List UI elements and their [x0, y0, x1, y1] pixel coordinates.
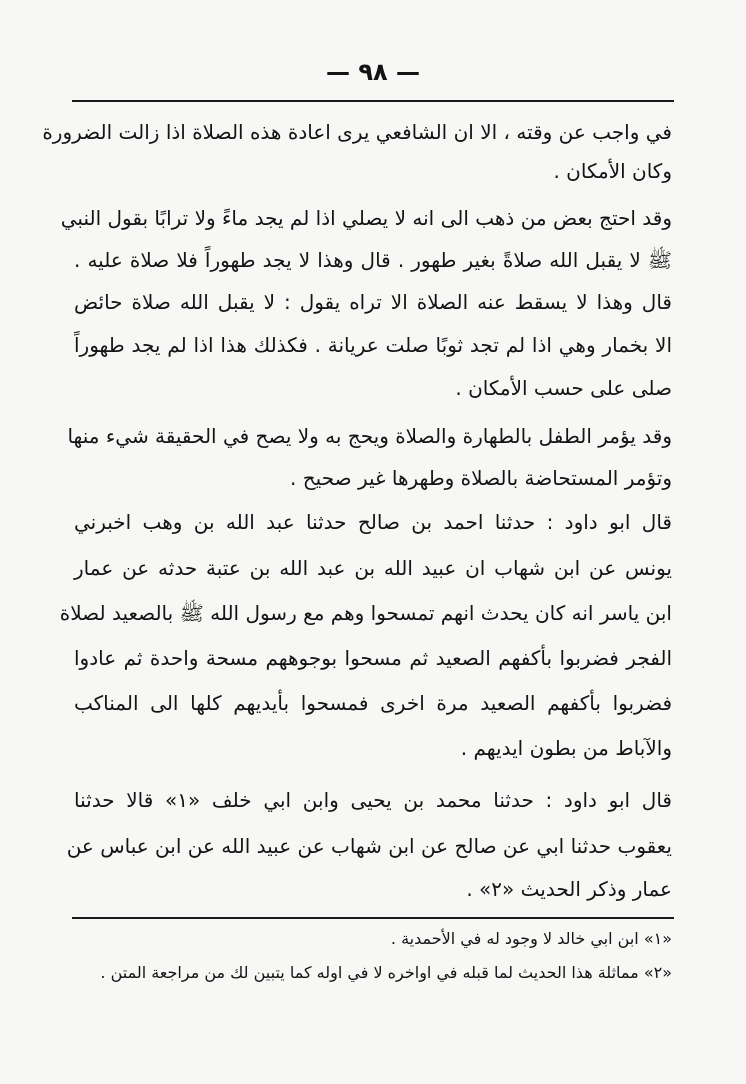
text-line: يونس عن ابن شهاب ان عبيد الله بن عبد الله بن عتبة حدثه عن عمار: [74, 556, 672, 580]
text-line: عمار وذكر الحديث «٢» .: [466, 877, 672, 901]
text-line: في واجب عن وقته ، الا ان الشافعي يرى اعادة هذه الصلاة اذا زالت الضرورة: [42, 120, 672, 144]
text-line: وقد احتج بعض من ذهب الى انه لا يصلي اذا لم يجد ماءً ولا ترابًا بقول النبي: [60, 206, 672, 230]
text-line: الا بخمار وهي اذا لم تجد ثوبًا صلت عريانة . فكذلك هذا اذا لم يجد طهوراً: [74, 333, 672, 357]
footnote-rule: [72, 917, 674, 919]
text-line: وكان الأمكان .: [553, 159, 672, 183]
footnote: «٢» مماثلة هذا الحديث لما قبله في اواخره لا في اوله كما يتبين لك من مراجعة المتن .: [100, 963, 672, 982]
text-line: فضربوا بأكفهم الصعيد مرة اخرى فمسحوا بأيديهم كلها الى المناكب: [74, 691, 672, 715]
text-line: وقد يؤمر الطفل بالطهارة والصلاة ويحج به ولا يصح في الحقيقة شيء منها: [67, 424, 672, 448]
text-line: وتؤمر المستحاضة بالصلاة وطهرها غير صحيح .: [290, 466, 672, 490]
header-rule: [72, 100, 674, 102]
text-line: والآباط من بطون ايديهم .: [460, 736, 672, 760]
text-line: يعقوب حدثنا ابي عن صالح عن ابن شهاب عن عبيد الله عن ابن عباس عن: [66, 834, 672, 858]
text-line: ابن ياسر انه كان يحدث انهم تمسحوا وهم مع رسول الله ﷺ بالصعيد لصلاة: [59, 601, 672, 625]
text-line: ﷺ لا يقبل الله صلاةً بغير طهور . قال وهذا لا يجد طهوراً فلا صلاة عليه .: [74, 248, 672, 272]
text-line: صلى على حسب الأمكان .: [455, 376, 672, 400]
text-line: الفجر فضربوا بأكفهم الصعيد ثم مسحوا بوجوههم مسحة واحدة ثم عادوا: [74, 646, 672, 670]
footnote: «١» ابن ابي خالد لا وجود له في الأحمدية .: [390, 929, 672, 948]
text-line: قال وهذا لا يسقط عنه الصلاة الا تراه يقول : لا يقبل الله صلاة حائض: [74, 290, 672, 314]
text-line: قال ابو داود : حدثنا محمد بن يحيى وابن ابي خلف «١» قالا حدثنا: [74, 788, 672, 812]
text-line: قال ابو داود : حدثنا احمد بن صالح حدثنا عبد الله بن وهب اخبرني: [74, 510, 672, 534]
page-number: — ٩٨ —: [325, 58, 420, 86]
